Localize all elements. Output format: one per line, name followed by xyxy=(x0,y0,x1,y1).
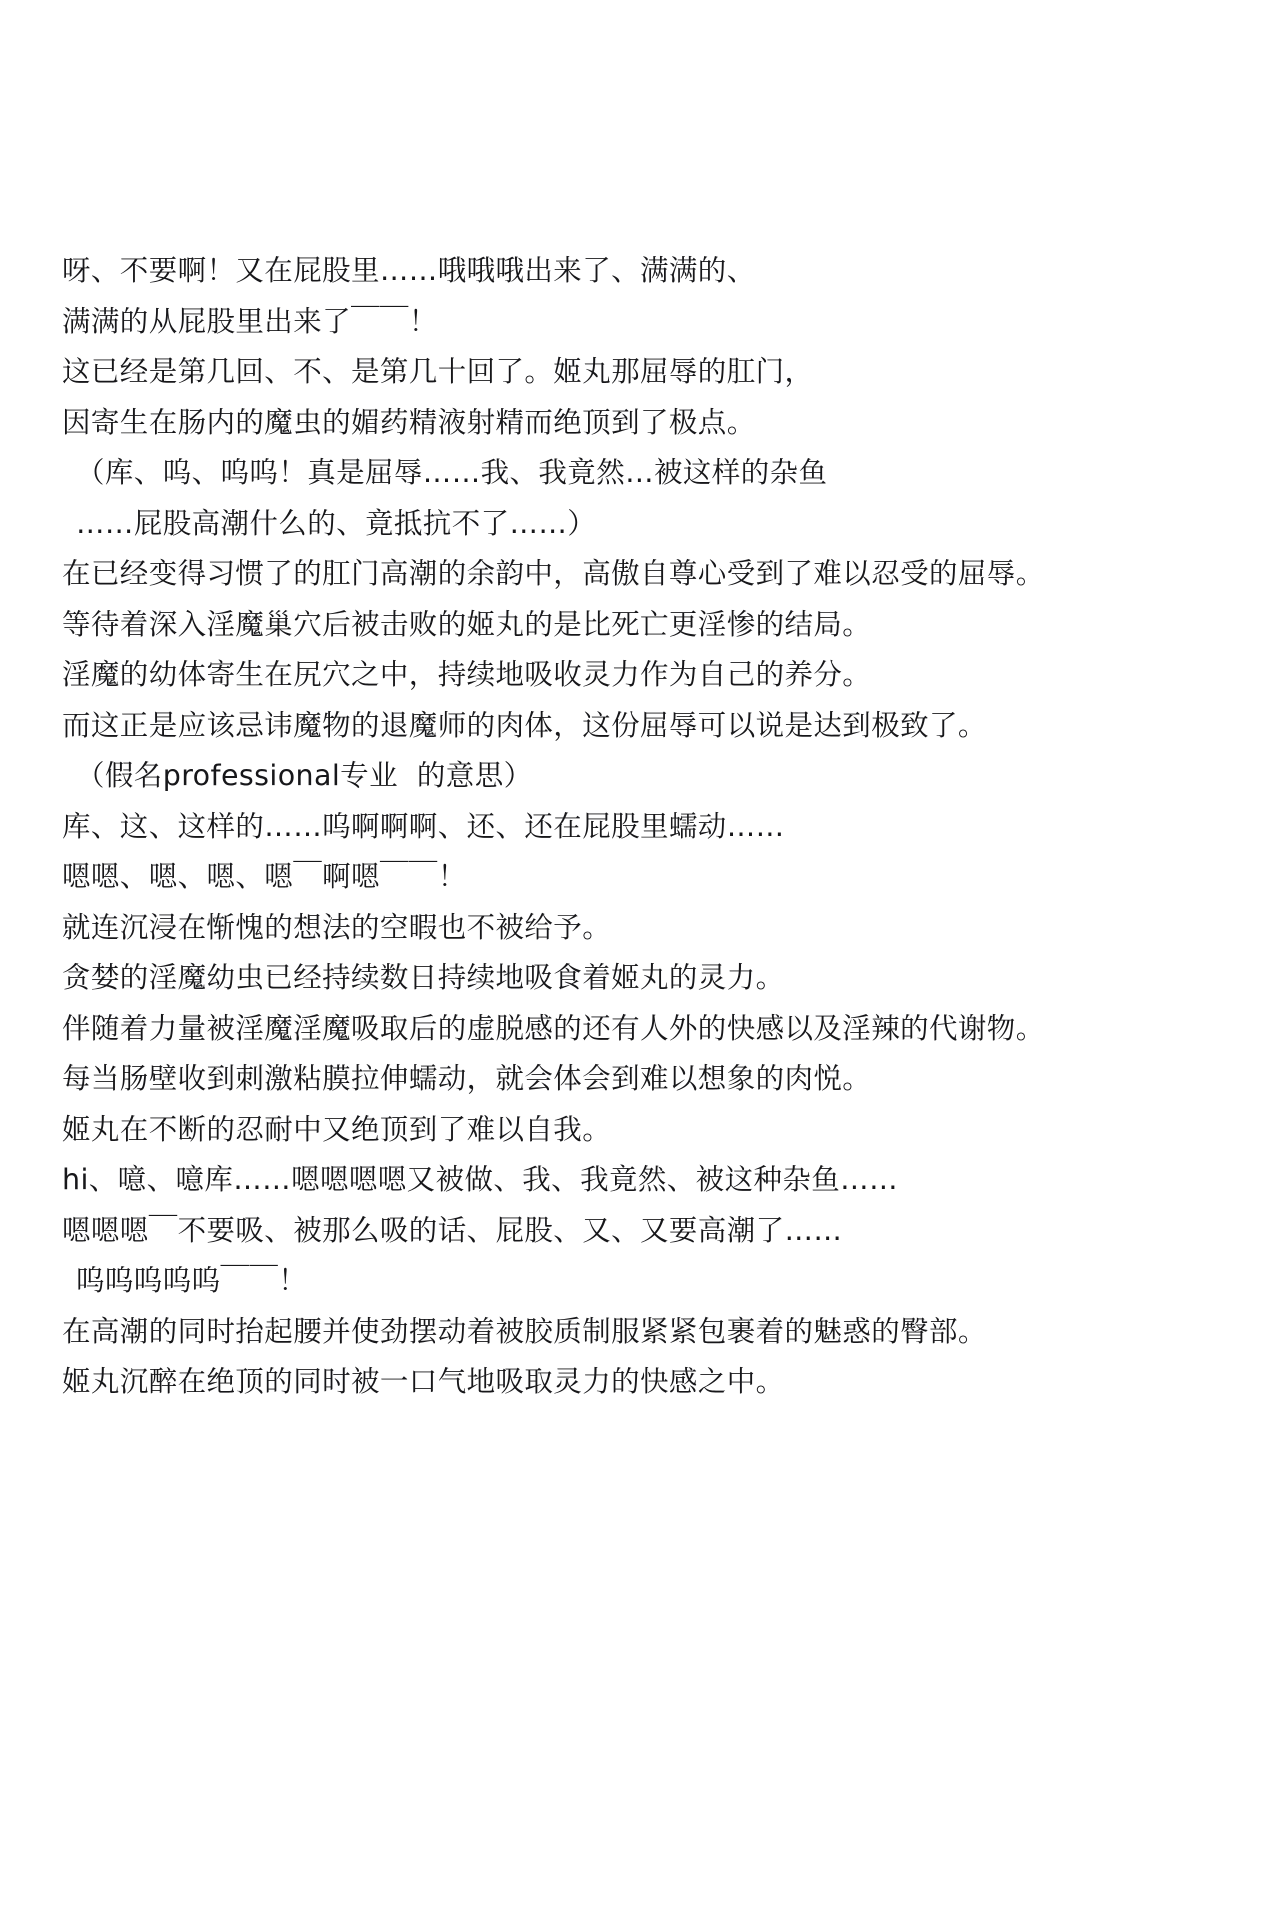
text-line: （库、呜、呜呜！真是屈辱……我、我竟然…被这样的杂鱼 xyxy=(76,456,828,489)
text-line: 淫魔的幼体寄生在尻穴之中，持续地吸收灵力作为自己的养分。 xyxy=(62,658,872,691)
text-line: 而这正是应该忌讳魔物的退魔师的肉体，这份屈辱可以说是达到极致了。 xyxy=(62,708,987,742)
text-line: 库、这、这样的……呜啊啊啊、还、还在屁股里蠕动…… xyxy=(62,809,785,843)
text-line: 呜呜呜呜呜￣￣！ xyxy=(76,1264,308,1297)
text-line: ……屁股高潮什么的、竟抵抗不了……） xyxy=(76,506,597,540)
document-text-body xyxy=(62,246,1222,1408)
text-line: 嗯嗯、嗯、嗯、嗯￣啊嗯￣￣！ xyxy=(62,860,467,893)
text-line: 因寄生在肠内的魔虫的媚药精液射精而绝顶到了极点。 xyxy=(62,405,756,439)
text-line: 伴随着力量被淫魔淫魔吸取后的虚脱感的还有人外的快感以及淫辣的代谢物。 xyxy=(62,1011,1045,1045)
text-line: 这已经是第几回、不、是第几十回了。姬丸那屈辱的肛门， xyxy=(62,355,814,388)
text-line: （假名professional专业 的意思） xyxy=(76,759,533,792)
text-line: 姬丸在不断的忍耐中又绝顶到了难以自我。 xyxy=(62,1112,612,1146)
text-line: 等待着深入淫魔巢穴后被击败的姬丸的是比死亡更淫惨的结局。 xyxy=(62,607,872,641)
text-line: 满满的从屁股里出来了￣￣！ xyxy=(62,304,438,338)
text-line: 贪婪的淫魔幼虫已经持续数日持续地吸食着姬丸的灵力。 xyxy=(62,961,785,994)
text-line: 呀、不要啊！又在屁股里……哦哦哦出来了、满满的、 xyxy=(62,254,756,287)
text-line: 在高潮的同时抬起腰并使劲摆动着被胶质制服紧紧包裹着的魅惑的臀部。 xyxy=(62,1314,987,1348)
text-line: 在已经变得习惯了的肛门高潮的余韵中，高傲自尊心受到了难以忍受的屈辱。 xyxy=(62,557,1045,590)
text-line: 每当肠壁收到刺激粘膜拉伸蠕动，就会体会到难以想象的肉悦。 xyxy=(62,1062,872,1095)
text-line: hi、噫、噫库……嗯嗯嗯嗯又被做、我、我竟然、被这种杂鱼…… xyxy=(62,1163,898,1196)
text-line: 姬丸沉醉在绝顶的同时被一口气地吸取灵力的快感之中。 xyxy=(62,1365,785,1398)
text-line: 就连沉浸在惭愧的想法的空暇也不被给予。 xyxy=(62,910,612,944)
text-line: 嗯嗯嗯￣不要吸、被那么吸的话、屁股、又、又要高潮了…… xyxy=(62,1213,843,1247)
